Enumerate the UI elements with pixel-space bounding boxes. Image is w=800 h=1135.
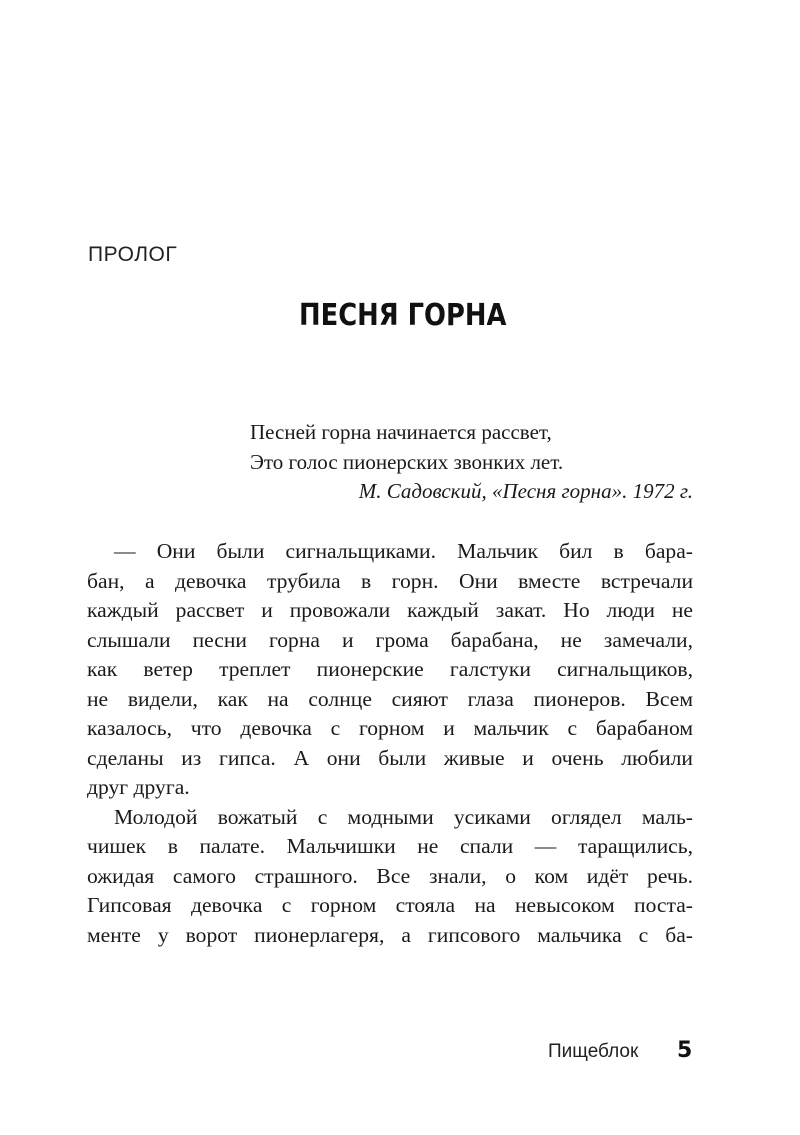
epigraph-line: Это голос пионерских звонких лет.	[250, 449, 564, 474]
text-line: ожидая самого страшного. Все знали, о ком идёт речь.	[87, 863, 693, 888]
text-line: бан, а девочка трубила в горн. Они вместе встречали	[87, 568, 693, 593]
page-footer	[0, 1038, 800, 1071]
text-line: Молодой вожатый с модными усиками оглядел маль-	[114, 804, 693, 829]
text-line: сделаны из гипса. А они были живые и очень любили	[87, 745, 693, 770]
epigraph-line: Песней горна начинается рассвет,	[250, 420, 552, 444]
text-line: друг друга.	[87, 775, 190, 799]
text-line: слышали песни горна и грома барабана, не замечали,	[87, 627, 693, 652]
page-number: 5	[677, 1038, 693, 1063]
text-line: Гипсовая девочка с горном стояла на невысоком поста-	[87, 893, 693, 917]
chapter-title: ПЕСНЯ ГОРНА	[299, 298, 507, 333]
body-text	[87, 537, 693, 950]
text-line: чишек в палате. Мальчишки не спали — таращились,	[87, 834, 693, 858]
text-line: — Они были сигнальщиками. Мальчик бил в бара-	[114, 539, 693, 563]
running-title: Пищеблок	[548, 1041, 639, 1062]
text-line: не видели, как на солнце сияют глаза пионеров. Всем	[87, 686, 693, 711]
text-line: казалось, что девочка с горном и мальчик с барабаном	[87, 716, 693, 740]
epigraph	[250, 418, 693, 507]
text-line: каждый рассвет и провожали каждый закат. Но люди не	[87, 598, 693, 622]
section-label: ПРОЛОГ	[88, 243, 178, 266]
text-line: как ветер треплет пионерские галстуки сигнальщиков,	[87, 657, 693, 681]
paragraph	[87, 537, 693, 803]
text-line: менте у ворот пионерлагеря, а гипсового мальчика с ба-	[87, 922, 693, 947]
paragraph	[87, 803, 693, 951]
epigraph-attribution: М. Садовский, «Песня горна». 1972 г.	[358, 479, 693, 503]
